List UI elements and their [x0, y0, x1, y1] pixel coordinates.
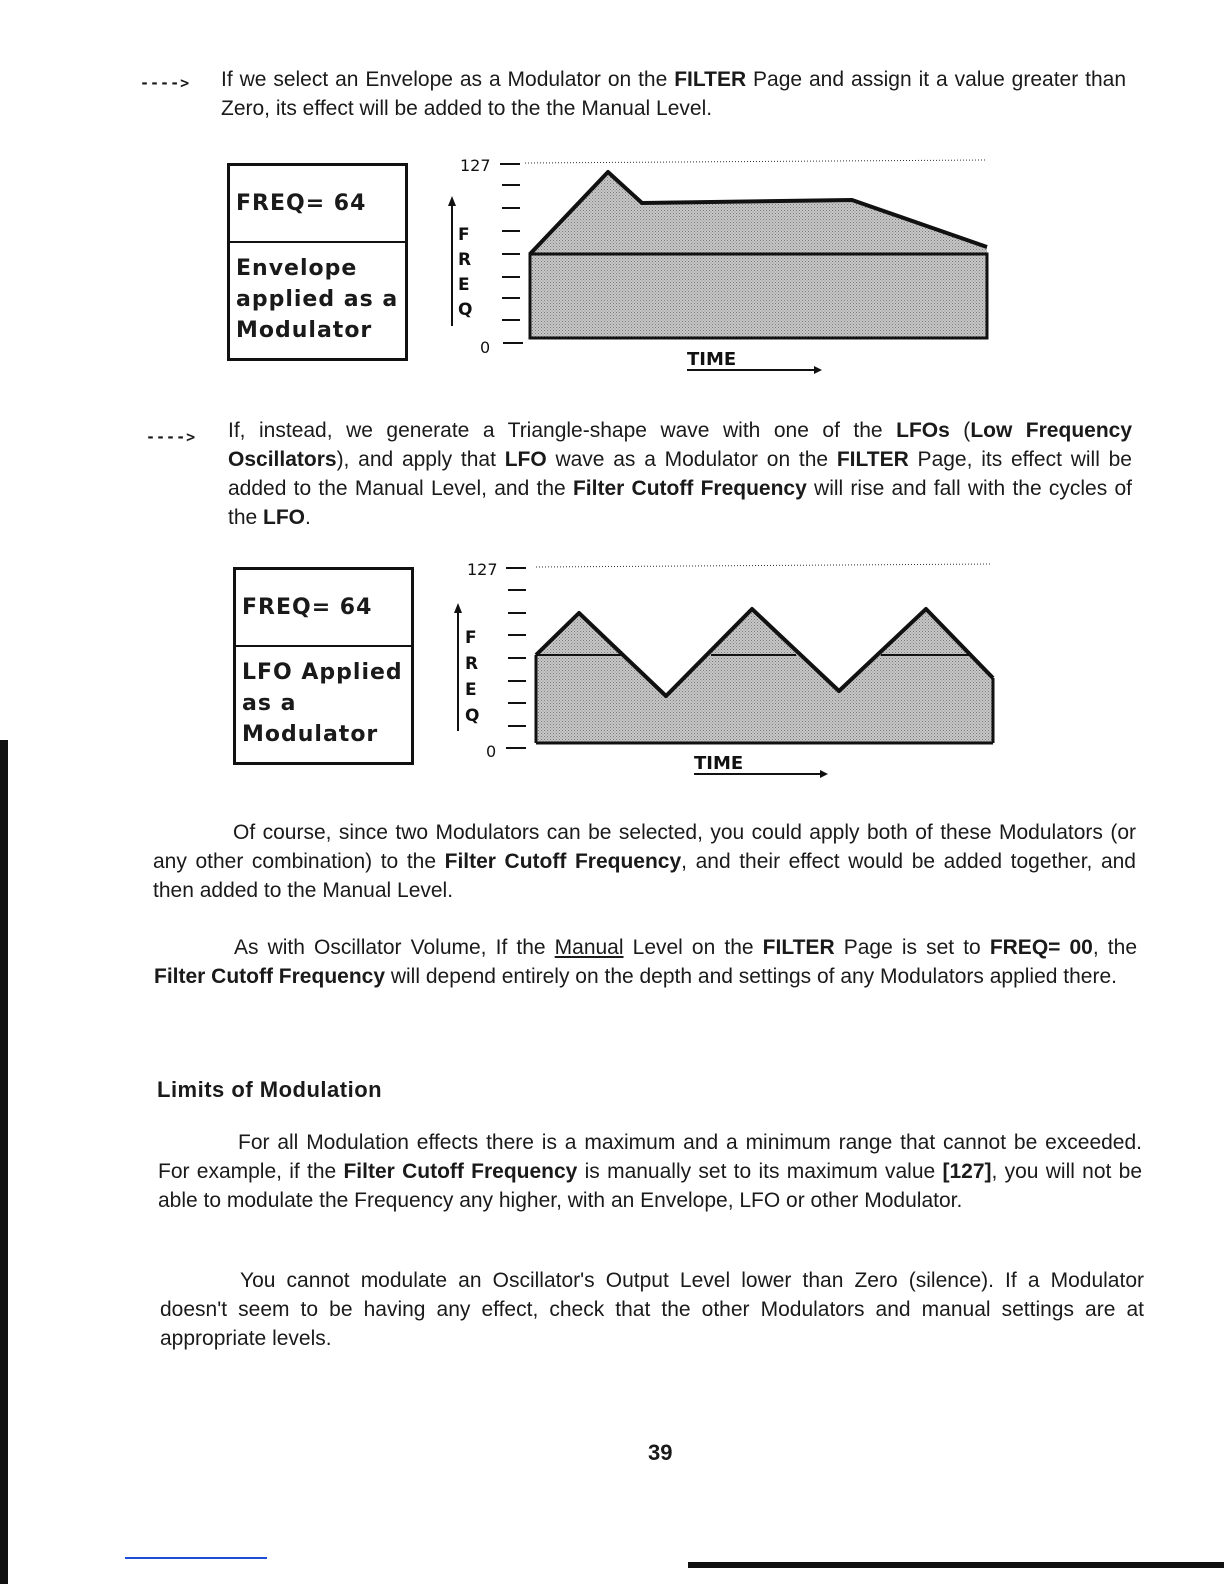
body-paragraph-1: Of course, since two Modulators can be selected, you could apply both of these Modulators (or any other combination) to the Filter Cutoff Frequency, and their effect would be added together, and then added to the Manual Level. — [153, 821, 1136, 902]
body-paragraph-4: You cannot modulate an Oscillator's Output Level lower than Zero (silence). If a Modulator doesn't seem to be having any effect, check that the other Modulators and manual settings are at appropriate levels. — [160, 1269, 1144, 1350]
figure2-y-letter-r: R — [465, 654, 479, 674]
figure2-label-box — [233, 567, 414, 765]
section-heading: Limits of Modulation — [157, 1077, 383, 1102]
figure1-y-min-label: 0 — [480, 338, 491, 357]
figure2-box-caption: LFO Applied as a Modulator — [242, 660, 403, 747]
figure2-y-min-label: 0 — [486, 742, 497, 761]
figure1-y-max-label: 127 — [460, 156, 491, 175]
figure1-y-letter-e: E — [458, 275, 470, 295]
intro-paragraph-2: If, instead, we generate a Triangle-shape wave with one of the LFOs (Low Frequency Oscillators), and apply that LFO wave as a Modulator on the FILTER Page, its effect will be added to the Manual Level, and the Filter Cutoff Frequency will rise and fall with the cycles of the LFO. — [228, 419, 1133, 529]
figure2-box-title: FREQ= 64 — [236, 570, 411, 647]
figure1-label-box — [227, 163, 408, 361]
figure2-chart — [436, 553, 1016, 783]
figure1-y-ticks — [502, 185, 520, 320]
figure1-y-letter-r: R — [458, 250, 472, 270]
figure1-y-letter-q: Q — [458, 300, 473, 320]
figure2-y-letter-q: Q — [465, 706, 480, 726]
figure2-y-max-label: 127 — [467, 560, 498, 579]
figure1-x-label: TIME — [687, 349, 737, 370]
figure2-max-line — [536, 564, 991, 567]
arrow-marker-2: ----> — [146, 428, 197, 446]
bottom-rule-right — [688, 1562, 1224, 1568]
figure2-y-ticks — [508, 590, 526, 726]
figure1-box-caption: Envelope applied as a Modulator — [236, 256, 399, 343]
figure1-max-line — [525, 160, 985, 163]
intro-paragraph-1: If we select an Envelope as a Modulator on the FILTER Page and assign it a value greater than Zero, its effect will be added to the the Manual Level. — [221, 68, 1126, 120]
body-paragraph-3: For all Modulation effects there is a maximum and a minimum range that cannot be exceeded. For example, if the Filter Cutoff Frequency is manually set to its maximum value [127], you will not be able to modulate the Frequency any higher, with an Envelope, LFO or other Modulator. — [158, 1131, 1142, 1212]
body-paragraph-2: As with Oscillator Volume, If the Manual Level on the FILTER Page is set to FREQ= 00, the Filter Cutoff Frequency will depend entirely on the depth and settings of any Modulators applied there. — [154, 936, 1137, 988]
figure1-y-letter-f: F — [458, 225, 470, 245]
bottom-rule-left — [125, 1557, 267, 1559]
figure2-lfo-area — [536, 609, 993, 743]
figure2-y-letter-f: F — [465, 628, 477, 648]
left-margin-bar — [0, 740, 8, 1584]
arrow-marker-1: ----> — [140, 74, 191, 92]
figure1-box-title: FREQ= 64 — [230, 166, 405, 243]
figure2-x-label: TIME — [694, 753, 744, 774]
figure1-chart — [430, 150, 1010, 380]
figure2-y-letter-e: E — [465, 680, 477, 700]
page-number: 39 — [648, 1440, 673, 1465]
